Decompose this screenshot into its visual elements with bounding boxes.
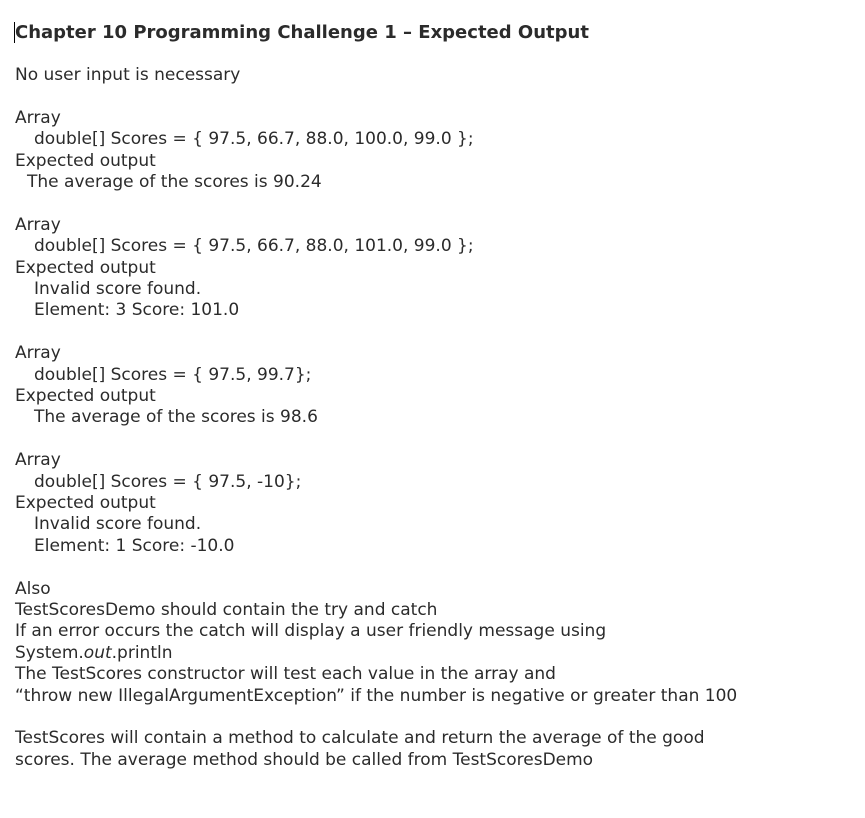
requirement-text: If an error occurs the catch will display a user friendly message using bbox=[15, 621, 607, 642]
code-suffix: .println bbox=[111, 642, 173, 663]
also-section bbox=[15, 579, 855, 707]
case-block-1 bbox=[15, 108, 855, 194]
document-page bbox=[15, 21, 855, 771]
intro-text: No user input is necessary bbox=[15, 65, 241, 85]
case-block-3 bbox=[15, 343, 855, 429]
closing-paragraph bbox=[15, 728, 855, 771]
array-code: double[] Scores = { 97.5, 66.7, 88.0, 101.0, 99.0 }; bbox=[34, 236, 474, 257]
expected-output-line: Element: 1 Score: -10.0 bbox=[34, 535, 235, 556]
array-label: Array bbox=[15, 343, 61, 364]
code-prefix: System. bbox=[15, 642, 84, 663]
requirement-code bbox=[15, 643, 855, 664]
array-label: Array bbox=[15, 450, 61, 471]
expected-output-line: Element: 3 Score: 101.0 bbox=[34, 300, 240, 321]
expected-output-line: Invalid score found. bbox=[34, 279, 202, 300]
also-label: Also bbox=[15, 578, 51, 599]
array-code: double[] Scores = { 97.5, 66.7, 88.0, 100.0, 99.0 }; bbox=[34, 129, 474, 150]
text-cursor bbox=[14, 22, 15, 43]
title-text: Chapter 10 Programming Challenge 1 – Expected Output bbox=[15, 22, 589, 43]
expected-output-label: Expected output bbox=[15, 150, 156, 171]
array-code: double[] Scores = { 97.5, -10}; bbox=[34, 471, 302, 492]
expected-output-label: Expected output bbox=[15, 493, 156, 514]
expected-output-label: Expected output bbox=[15, 386, 156, 407]
closing-text: scores. The average method should be called from TestScoresDemo bbox=[15, 749, 594, 770]
expected-output-line: The average of the scores is 98.6 bbox=[34, 407, 318, 428]
expected-output-line: The average of the scores is 90.24 bbox=[27, 172, 322, 193]
requirement-text: “throw new IllegalArgumentException” if the number is negative or greater than 100 bbox=[15, 685, 738, 706]
case-block-2 bbox=[15, 215, 855, 322]
array-label: Array bbox=[15, 214, 61, 235]
requirement-text: The TestScores constructor will test each value in the array and bbox=[15, 664, 556, 685]
array-label: Array bbox=[15, 107, 61, 128]
closing-text: TestScores will contain a method to calculate and return the average of the good bbox=[15, 728, 705, 749]
case-block-4 bbox=[15, 450, 855, 557]
code-italic: out bbox=[83, 642, 112, 663]
array-code: double[] Scores = { 97.5, 99.7}; bbox=[34, 364, 312, 385]
requirement-text: TestScoresDemo should contain the try and catch bbox=[15, 600, 438, 621]
document-title bbox=[15, 21, 855, 44]
expected-output-label: Expected output bbox=[15, 257, 156, 278]
expected-output-line: Invalid score found. bbox=[34, 514, 202, 535]
